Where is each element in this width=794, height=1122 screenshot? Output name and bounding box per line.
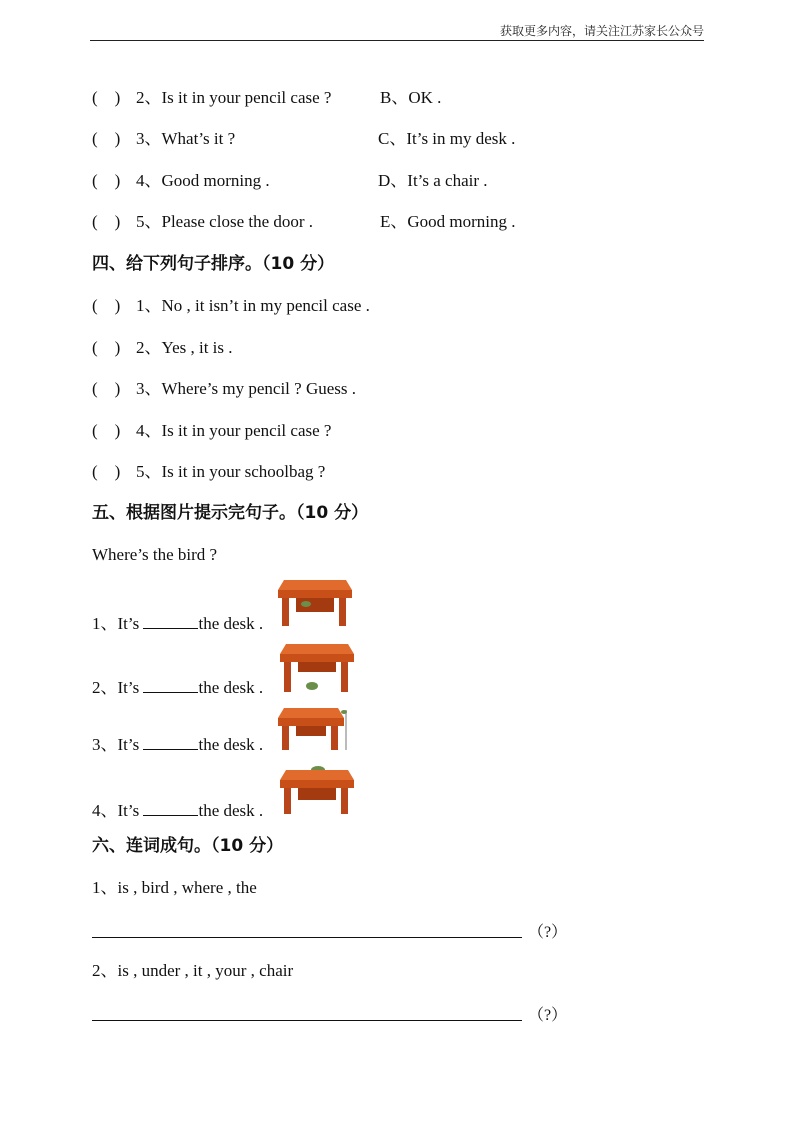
fill-row: 1、It’s the desk .	[92, 614, 264, 633]
match-option: B、OK .	[380, 88, 442, 107]
word-list: 2、is , under , it , your , chair	[92, 961, 294, 980]
section-title: 五、根据图片提示完句子。（10 分）	[92, 503, 369, 523]
order-row: ( ) 3、Where’s my pencil ? Guess .	[92, 379, 356, 398]
order-row: ( ) 4、Is it in your pencil case ?	[92, 421, 332, 440]
fill-row: 2、It’s the desk .	[92, 678, 264, 697]
page-header	[90, 20, 704, 41]
answer-paren[interactable]: ( )	[92, 88, 121, 107]
answer-paren[interactable]: ( )	[92, 129, 121, 148]
answer-blank[interactable]	[143, 614, 198, 629]
desk-picture-on	[278, 762, 356, 816]
match-option: C、It’s in my desk .	[378, 129, 516, 148]
bird-picture	[341, 710, 347, 714]
answer-line[interactable]	[92, 937, 522, 938]
match-row: ( ) 5、Please close the door .	[92, 212, 314, 231]
bird-picture	[306, 682, 318, 690]
question-mark-end: （?）	[528, 924, 568, 941]
question-mark-end: （?）	[528, 1007, 568, 1024]
answer-paren[interactable]: ( )	[92, 212, 121, 231]
answer-paren[interactable]: ( )	[92, 171, 121, 190]
order-row: ( ) 1、No , it isn’t in my pencil case .	[92, 296, 370, 315]
word-list: 1、is , bird , where , the	[92, 878, 257, 897]
answer-paren[interactable]: ( )	[92, 379, 121, 398]
answer-paren[interactable]: ( )	[92, 296, 121, 315]
bird-picture	[301, 601, 311, 607]
order-row: ( ) 5、Is it in your schoolbag ?	[92, 462, 326, 481]
desk-picture-beside	[276, 704, 350, 752]
match-option: D、It’s a chair .	[378, 171, 488, 190]
answer-paren[interactable]: ( )	[92, 462, 121, 481]
order-row: ( ) 2、Yes , it is .	[92, 338, 233, 357]
match-option: E、Good morning .	[380, 212, 516, 231]
match-row: ( ) 3、What’s it ?	[92, 129, 236, 148]
answer-blank[interactable]	[143, 735, 198, 750]
header-text: 获取更多内容，请关注江苏家长公众号	[499, 24, 704, 38]
answer-paren[interactable]: ( )	[92, 338, 121, 357]
answer-line[interactable]	[92, 1020, 522, 1021]
answer-blank[interactable]	[143, 801, 198, 816]
section-title: 六、连词成句。（10 分）	[92, 836, 284, 856]
answer-blank[interactable]	[143, 678, 198, 693]
section-prompt: Where’s the bird ?	[92, 545, 218, 564]
answer-paren[interactable]: ( )	[92, 421, 121, 440]
desk-picture-in	[276, 576, 354, 628]
desk-picture-under	[278, 640, 356, 694]
fill-row: 4、It’s the desk .	[92, 801, 264, 820]
section-title: 四、给下列句子排序。（10 分）	[92, 254, 335, 274]
match-row: ( ) 4、Good morning .	[92, 171, 270, 190]
fill-row: 3、It’s the desk .	[92, 735, 264, 754]
match-row: ( ) 2、Is it in your pencil case ?	[92, 88, 332, 107]
